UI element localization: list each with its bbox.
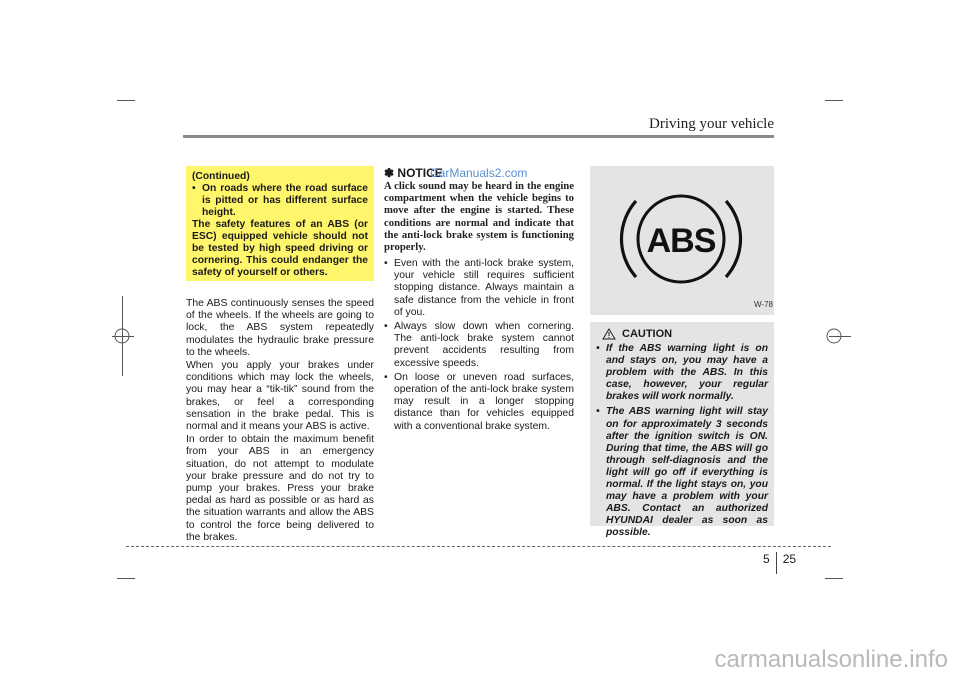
list-item-text: On loose or uneven road surfaces, operation of the anti-lock brake system may result in a longer stopping distance than for vehicles equipped with a conventional brake system. [394,371,574,432]
chapter-number: 5 [763,552,770,566]
header-rule [183,135,774,138]
list-item-text: Even with the anti-lock brake system, your vehicle still requires sufficient stopping distance. Always maintain a safe distance from the vehicle in front of you. [394,258,574,318]
list-item-text: The ABS warning light will stay on for approximately 3 seconds after the ignition switch is ON. During that time, the ABS will go through self-diagnosis and the light will go off if everything is normal. If the light stays on, you may have a problem with your ABS. Contact an authorized HYUNDAI dealer as soon as possible. [606,406,768,539]
continued-warning-box [186,166,374,281]
paragraph: When you apply your brakes under conditions which may lock the wheels, you may hear a “tik-tik” sound from the brakes, or feel a corresponding sensation in the brake pedal. This is normal and it means your ABS is active. [186,360,374,433]
list-item: • The ABS warning light will stay on for approximately 3 seconds after the ignition switch is ON. During that time, the ABS will go through self-diagnosis and the light will go off if everything is normal. If the light stays on, you may have a problem with your ABS. Contact an authorized HYUNDAI dealer as soon as possible. [596,406,768,539]
figure-label: W-78 [754,300,773,309]
registration-mark [826,328,842,344]
site-watermark: CarManuals2.com [430,166,528,180]
page-number [763,552,796,574]
continued-label: (Continued) [192,171,250,182]
list-item-text: If the ABS warning light is on and stays on, you may have a problem with the ABS. In this case, however, your regular brakes will work normally. [606,343,768,403]
abs-tips-column [384,258,574,435]
page-number-value: 25 [782,552,797,566]
footer-divider [126,546,831,547]
list-item: • On loose or uneven road surfaces, operation of the anti-lock brake system may result in a longer stopping distance than for vehicles equipped with a conventional brake system. [384,371,574,432]
paragraph: In order to obtain the maximum benefit from your ABS in an emergency situation, do not attempt to modulate your brake pressure and do not try to pump your brakes. Press your brake pedal as hard as possible or as hard as the situation warrants and allow the ABS to control the force being delivered to the brakes. [186,434,374,543]
list-item: • Even with the anti-lock brake system, your vehicle still requires sufficient stopping distance. Always maintain a safe distance from the vehicle in front of you. [384,258,574,318]
notice-body: A click sound may be heard in the engine compartment when the vehicle begins to move after the engine is started. These conditions are normal and indicate that the anti-lock brake system is functioning properly. [384,180,574,254]
abs-description-column [186,298,374,545]
list-item: • Always slow down when cornering. The anti-lock brake system cannot prevent accidents resulting from excessive speeds. [384,321,574,369]
footer-watermark: carmanualsonline.info [714,646,948,673]
crop-mark [825,578,843,579]
list-item: • If the ABS warning light is on and stays on, you may have a problem with the ABS. In this case, however, your regular brakes will work normally. [596,343,768,403]
abs-warning-figure [590,166,774,315]
paragraph: The ABS continuously senses the speed of the wheels. If the wheels are going to lock, the ABS system repeatedly modulates the hydraulic brake pressure to the wheels. [186,298,374,358]
crop-mark [117,100,135,101]
section-title: Driving your vehicle [649,116,774,132]
warning-paragraph: The safety features of an ABS (or ESC) equipped vehicle should not be tested by high speed driving or cornering. This could endanger the safety of yourself or others. [192,219,368,278]
caution-box [590,322,774,539]
warning-triangle-icon [602,328,616,340]
abs-warning-icon [590,166,774,315]
registration-mark [114,328,130,344]
crop-mark [117,578,135,579]
crop-mark [825,100,843,101]
list-item-text: Always slow down when cornering. The anti-lock brake system cannot prevent accidents resulting from excessive speeds. [394,321,574,369]
notice-symbol-icon: ✽ [384,166,395,180]
list-item-text: On roads where the road surface is pitted or has different surface height. [202,183,368,218]
notice-title: NOTICE [397,166,443,180]
caution-title: CAUTION [622,328,673,340]
list-item: • On roads where the road surface is pitted or has different surface height. [192,183,368,218]
abs-text: ABS [646,222,716,260]
